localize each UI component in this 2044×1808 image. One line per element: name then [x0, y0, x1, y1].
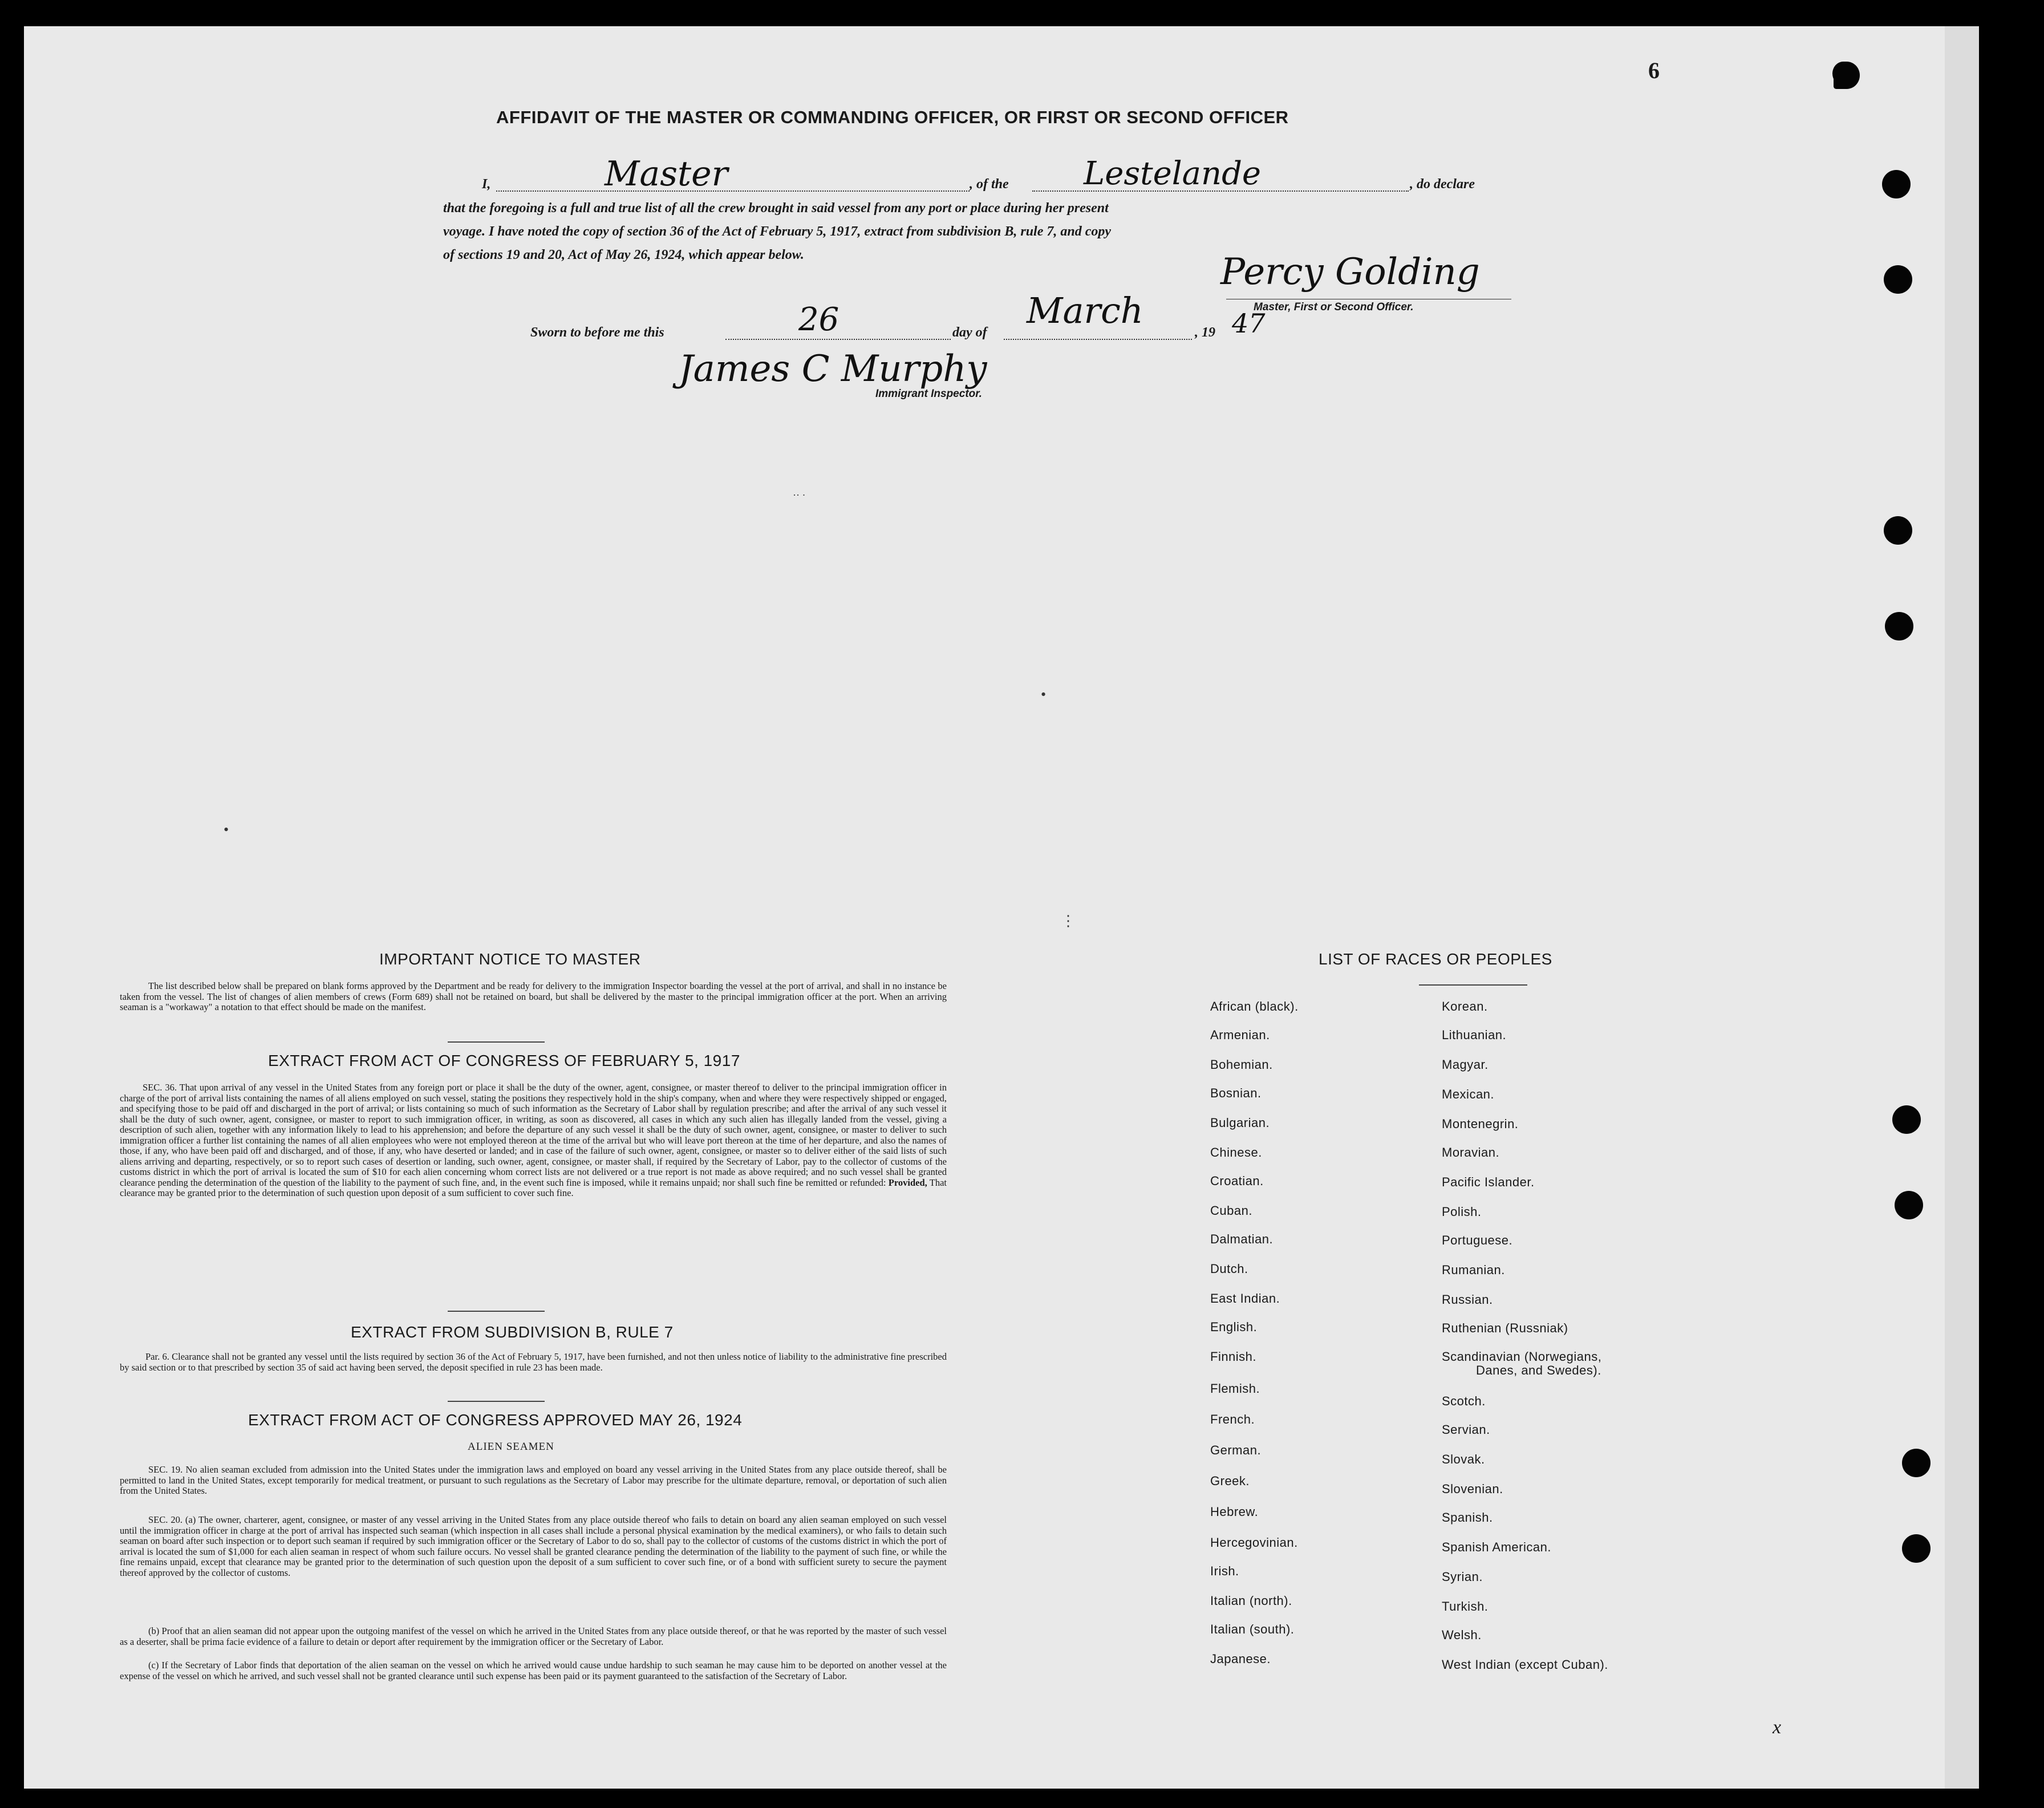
- sec20a-text: SEC. 20. (a) The owner, charterer, agent, consignee, or master of any vessel arriving in the United States from any place outside thereof who fails to detain on board any alien seaman employed on such vessel until the immigration officer in charge at the port of arrival has inspected such seaman (which inspection in all cases shall include a personal physical examination by the medical examiners), or who fails to detain such seaman on board after such inspection or to deport such seaman if required by such immigration officer or the Secretary of Labor to do so, shall pay to the collector of customs of the customs district in which the port of arrival is located the sum of $1,000 for each alien seaman in respect of whom such failure occurs. No vessel shall be granted clearance pending the determination of the liability to the payment of such fine, or while the fine remains unpaid, except that clearance may be granted prior to the determination of such question upon the deposit of a sum sufficient to cover such fine, or of a bond with sufficient surety to secure the payment thereof approved by the collector of customs.: [120, 1514, 947, 1578]
- top-number: 6: [1648, 58, 1660, 83]
- race-item: Scotch.: [1442, 1394, 1486, 1408]
- sec19-text: SEC. 19. No alien seaman excluded from admission into the United States under the immigration laws and employed on board any vessel arriving in the United States from any place outside thereof, shall be permitted to land in the United States, except temporarily for medical treatment, or pursuant to such regulations as the Secretary of Labor may prescribe for the ultimate departure, removal, or deportation of such alien from the United States.: [120, 1464, 947, 1496]
- corner-mark: x: [1773, 1717, 1782, 1738]
- race-item: Spanish.: [1442, 1510, 1493, 1525]
- divider: [1419, 984, 1527, 986]
- race-item: Hebrew.: [1210, 1505, 1259, 1519]
- stray-mark: •: [224, 821, 229, 838]
- extract-1917-text-b: That clearance may be granted prior to the determination of such question upon deposit of a sum sufficient to cover such fine.: [120, 1177, 947, 1198]
- notice-heading: IMPORTANT NOTICE TO MASTER: [379, 950, 641, 968]
- provided-word: Provided,: [888, 1177, 927, 1188]
- race-item: Dalmatian.: [1210, 1232, 1274, 1246]
- race-item: Lithuanian.: [1442, 1028, 1507, 1042]
- race-item: Portuguese.: [1442, 1233, 1513, 1247]
- month-handwritten: March: [1027, 290, 1143, 331]
- do-declare-label: , do declare: [1410, 177, 1475, 192]
- races-heading: LIST OF RACES OR PEOPLES: [1319, 950, 1552, 968]
- sec20c-text: (c) If the Secretary of Labor finds that deportation of the alien seaman on the vessel on which he arrived would cause undue hardship to such seaman he may cause him to be deported on another vessel at the expense of the vessel on which he arrived, and such vessel shall not be granted clearance until such expense has been paid or its payment guaranteed to the satisfaction of the Secretary of Labor.: [120, 1660, 947, 1681]
- officer-label: Master, First or Second Officer.: [1254, 301, 1414, 313]
- i-label: I,: [482, 177, 491, 192]
- race-item: Danes, and Swedes).: [1476, 1363, 1601, 1377]
- race-item: Slovak.: [1442, 1452, 1485, 1466]
- race-item: Japanese.: [1210, 1652, 1271, 1666]
- extract-rule7-heading: EXTRACT FROM SUBDIVISION B, RULE 7: [351, 1323, 674, 1341]
- day-line: [725, 339, 951, 340]
- race-item: Italian (north).: [1210, 1594, 1292, 1608]
- stray-mark: ⋮: [1061, 913, 1076, 929]
- race-item: Ruthenian (Russniak): [1442, 1321, 1568, 1335]
- race-item: Slovenian.: [1442, 1482, 1503, 1496]
- punch-hole: [1884, 516, 1912, 545]
- race-item: Chinese.: [1210, 1145, 1262, 1160]
- race-item: Syrian.: [1442, 1570, 1483, 1584]
- race-item: Bosnian.: [1210, 1086, 1262, 1100]
- race-item: Irish.: [1210, 1564, 1239, 1578]
- day-of-label: day of: [952, 325, 987, 340]
- punch-hole: [1895, 1191, 1923, 1219]
- divider: [448, 1041, 545, 1043]
- race-item: Moravian.: [1442, 1145, 1500, 1160]
- race-item: Montenegrin.: [1442, 1117, 1519, 1131]
- name-line: [496, 190, 970, 192]
- punch-hole: [1834, 62, 1860, 89]
- divider: [448, 1311, 545, 1312]
- race-item: Italian (south).: [1210, 1622, 1295, 1636]
- race-item: West Indian (except Cuban).: [1442, 1657, 1608, 1672]
- race-item: Welsh.: [1442, 1628, 1482, 1642]
- race-item: English.: [1210, 1320, 1258, 1334]
- extract-1917-heading: EXTRACT FROM ACT OF CONGRESS OF FEBRUARY 5, 1917: [268, 1052, 740, 1069]
- punch-hole: [1902, 1534, 1931, 1563]
- race-item: Scandinavian (Norwegians,: [1442, 1349, 1602, 1364]
- race-item: Mexican.: [1442, 1087, 1495, 1101]
- race-item: Dutch.: [1210, 1262, 1248, 1276]
- year-handwritten: 47: [1232, 308, 1266, 339]
- race-item: Bulgarian.: [1210, 1116, 1270, 1130]
- race-item: Armenian.: [1210, 1028, 1270, 1042]
- affidavit-line-4: of sections 19 and 20, Act of May 26, 1924, which appear below.: [443, 248, 804, 262]
- race-item: German.: [1210, 1443, 1262, 1457]
- inspector-signature: James C Murphy: [679, 348, 987, 390]
- stray-mark: ·· ·: [793, 489, 806, 501]
- sec20b-text: (b) Proof that an alien seaman did not appear upon the outgoing manifest of the vessel on which he arrived in the United States from any place outside thereof, or that he was reported by the master of such vessel as a deserter, shall be prima facie evidence of a failure to detain or deport after requirement by the immigration officer or the Secretary of Labor.: [120, 1625, 947, 1647]
- race-item: Servian.: [1442, 1422, 1490, 1437]
- of-the-label: , of the: [970, 177, 1009, 192]
- race-item: African (black).: [1210, 999, 1299, 1014]
- race-item: Flemish.: [1210, 1381, 1260, 1396]
- notice-text: The list described below shall be prepared on blank forms approved by the Department and be ready for delivery to the immigration Inspector boarding the vessel at the port of arrival, and shall in no instance be taken from the vessel. The list of changes of alien members of crews (Form 689) shall not be retained on board, but shall be delivered by the master to the principal immigration officer at the port. When an arriving seaman is a "workaway" a notation to that effect should be made on the manifest.: [120, 980, 947, 1012]
- race-item: Pacific Islander.: [1442, 1175, 1535, 1189]
- extract-1924-heading: EXTRACT FROM ACT OF CONGRESS APPROVED MAY 26, 1924: [248, 1411, 743, 1429]
- officer-signature: Percy Golding: [1220, 251, 1480, 293]
- inspector-label: Immigrant Inspector.: [875, 388, 982, 400]
- name-handwritten: Master: [605, 154, 728, 194]
- vessel-handwritten: Lestelande: [1084, 155, 1262, 192]
- race-item: French.: [1210, 1412, 1255, 1426]
- extract-rule7-text: Par. 6. Clearance shall not be granted any vessel until the lists required by section 36 of the Act of February 5, 1917, have been furnished, and not then unless notice of liability to the administrative fine prescribed by said section or to that prescribed by section 35 of said act having been served, the deposit specified in rule 23 has been made.: [120, 1351, 947, 1373]
- race-item: Bohemian.: [1210, 1057, 1273, 1072]
- affidavit-line-2: that the foregoing is a full and true list of all the crew brought in said vessel from any port or place during her present: [443, 201, 1109, 216]
- race-item: Finnish.: [1210, 1349, 1257, 1364]
- year-prefix: , 19: [1195, 325, 1215, 340]
- race-item: Hercegovinian.: [1210, 1535, 1298, 1550]
- day-handwritten: 26: [798, 301, 840, 338]
- stray-mark: •: [1041, 686, 1047, 703]
- page-edge: [1945, 26, 1979, 1789]
- punch-hole: [1884, 265, 1912, 294]
- alien-seamen-subheading: ALIEN SEAMEN: [468, 1441, 554, 1453]
- month-line: [1004, 339, 1192, 340]
- race-item: Croatian.: [1210, 1174, 1264, 1188]
- race-item: Magyar.: [1442, 1057, 1489, 1072]
- sworn-label: Sworn to before me this: [530, 325, 664, 340]
- race-item: Rumanian.: [1442, 1263, 1505, 1277]
- race-item: Korean.: [1442, 999, 1488, 1014]
- affidavit-title: AFFIDAVIT OF THE MASTER OR COMMANDING OFFICER, OR FIRST OR SECOND OFFICER: [496, 107, 1289, 127]
- race-item: Greek.: [1210, 1474, 1250, 1488]
- extract-1917-text: [120, 1083, 947, 1199]
- race-item: East Indian.: [1210, 1291, 1280, 1306]
- punch-hole: [1882, 170, 1911, 198]
- punch-hole: [1885, 612, 1913, 640]
- race-item: Polish.: [1442, 1205, 1482, 1219]
- race-item: Cuban.: [1210, 1203, 1252, 1218]
- race-item: Spanish American.: [1442, 1540, 1551, 1554]
- race-item: Turkish.: [1442, 1599, 1489, 1614]
- affidavit-line-3: voyage. I have noted the copy of section 36 of the Act of February 5, 1917, extract from subdivision B, rule 7, and copy: [443, 224, 1112, 239]
- race-item: Russian.: [1442, 1292, 1493, 1307]
- punch-hole: [1892, 1105, 1921, 1134]
- extract-1917-text-a: SEC. 36. That upon arrival of any vessel in the United States from any foreign port or place it shall be the duty of the owner, agent, consignee, or master thereof to deliver to the principal immigration officer in charge of the port of arrival lists containing the names of all aliens employed on such vessel, stating the positions they respectively hold in the ship's company, when and where they were respectively shipped or engaged, and specifying those to be paid off and discharged in the port of arrival; or lists containing so much of such information as the Secretary of Labor shall by regulation prescribe; and after the arrival of any such vessel it shall be the duty of such owner, agent, consignee, or master to report to such immigration officer, in writing, as soon as discovered, all cases in which any such alien has illegally landed from the vessel, giving a description of such alien, together with any information likely to lead to his apprehension; and before the departure of any such vessel it shall be the duty of such owner, agent, consignee, or master to deliver to such immigration officer a further list containing the names of all alien employees who were not employed thereon at the time of the arrival but who will leave port thereon at the time of her departure, and also the names of those, if any, who have been paid off and discharged, and of those, if any, who have deserted or landed; and in case of the failure of such owner, agent, consignee, or master so to deliver either of the said lists of such aliens arriving and departing, respectively, or so to report such cases of desertion or landing, such owner, agent, consignee, or master shall, if required by the Secretary of Labor, pay to the collector of customs of the customs district in which the port of arrival is located the sum of $10 for each alien concerning whom correct lists are not delivered or a true report is not made as above required; and no such vessel shall be granted clearance pending the determination of the question of the liability to the payment of such fine, and, in the event such fine is imposed, while it remains unpaid; nor shall such fine be remitted or refunded:: [120, 1082, 947, 1188]
- divider: [448, 1401, 545, 1402]
- punch-hole: [1902, 1449, 1931, 1477]
